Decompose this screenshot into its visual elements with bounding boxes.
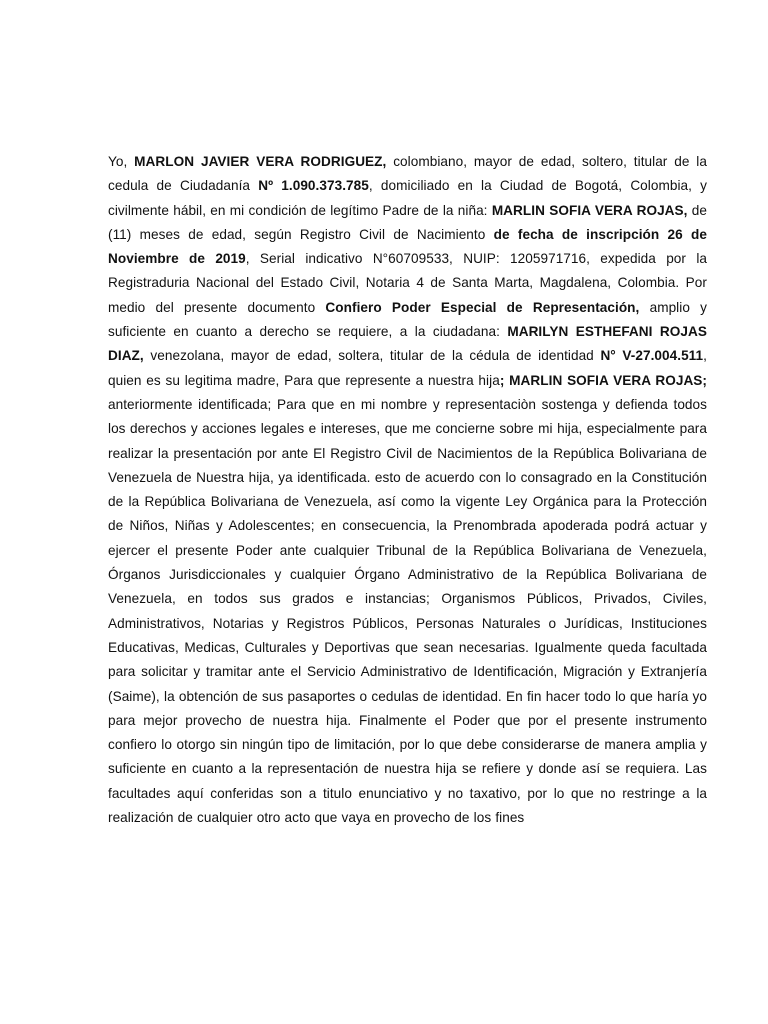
grantor-id-number: Nº 1.090.373.785 <box>258 178 369 194</box>
child-name: MARLIN SOFIA VERA ROJAS, <box>491 202 688 218</box>
text-segment: , Serial indicativo N°60709533, NUIP: 1205971716, expedida por la Registraduria Nacional del Estado Civil, Notaria 4 de Santa Marta, Magdalena, Colombia. Por medio del presente documento <box>108 251 707 315</box>
grantor-name: MARLON JAVIER VERA RODRIGUEZ, <box>134 154 387 169</box>
attorney-id-number: N° V-27.004.511 <box>600 348 704 364</box>
registration-date: de fecha de inscripción 26 de Noviembre de 2019 <box>108 226 707 267</box>
child-name-repeat: ; MARLIN SOFIA VERA ROJAS; <box>499 372 708 388</box>
text-segment: venezolana, mayor de edad, soltera, titular de la cédula de identidad <box>143 348 601 364</box>
text-segment: amplio y suficiente en cuanto a derecho se requiere, a la ciudadana: <box>108 299 707 340</box>
power-of-attorney-paragraph <box>108 150 707 830</box>
power-title: Confiero Poder Especial de Representación, <box>325 299 640 315</box>
text-segment: anteriormente identificada; Para que en mi nombre y representaciòn sostenga y defienda todos los derechos y acciones legales e intereses, que me concierne sobre mi hija, especialmente para realizar la presentación por ante El Registro Civil de Nacimientos de la República Bolivariana de Venezuela de Nuestra hija, ya identificada. esto de acuerdo con lo consagrado en la Constitución de la República Bolivariana de Venezuela, así como la vigente Ley Orgánica para la Protección de Niños, Niñas y Adolescentes; en consecuencia, la Prenombrada apoderada podrá actuar y ejercer el presente Poder ante cualquier Tribunal de la República Bolivariana de Venezuela, Órganos Jurisdiccionales y cualquier Órgano Administrativo de la República Bolivariana de Venezuela, en todos sus grados e instancias; Organismos Públicos, Privados, Civiles, Administrativos, Notarias y Registros Públicos, Personas Naturales o Jurídicas, Instituciones Educativas, Medicas, Culturales y Deportivas que sean necesarias. Igualmente queda facultada para solicitar y tramitar ante el Servicio Administrativo de Identificación, Migración y Extranjería (Saime), la obtención de sus pasaportes o cedulas de identidad. En fin hacer todo lo que haría yo para mejor provecho de nuestra hija. Finalmente el Poder que por el presente instrumento confiero lo otorgo sin ningún tipo de limitación, por lo que debe considerarse de manera amplia y suficiente en cuanto a la representación de nuestra hija se refiere y donde así se requiera. Las facultades aquí conferidas son a titulo enunciativo y no taxativo, por lo que no restringe a la realización de cualquier otro acto que vaya en provecho de los fines <box>108 396 707 826</box>
text-segment: , domiciliado en la Ciudad de Bogotá, Colombia, y civilmente hábil, en mi condición de legítimo Padre de la niña: <box>108 178 708 218</box>
attorney-name: MARILYN ESTHEFANI ROJAS DIAZ, <box>108 324 707 364</box>
text-segment: Yo, <box>108 154 135 169</box>
text-segment: colombiano, mayor de edad, soltero, titular de la cedula de Ciudadanía <box>108 154 707 194</box>
text-segment: de (11) meses de edad, según Registro Civil de Nacimiento <box>108 202 707 242</box>
text-segment: , quien es su legitima madre, Para que represente a nuestra hija <box>108 348 707 388</box>
